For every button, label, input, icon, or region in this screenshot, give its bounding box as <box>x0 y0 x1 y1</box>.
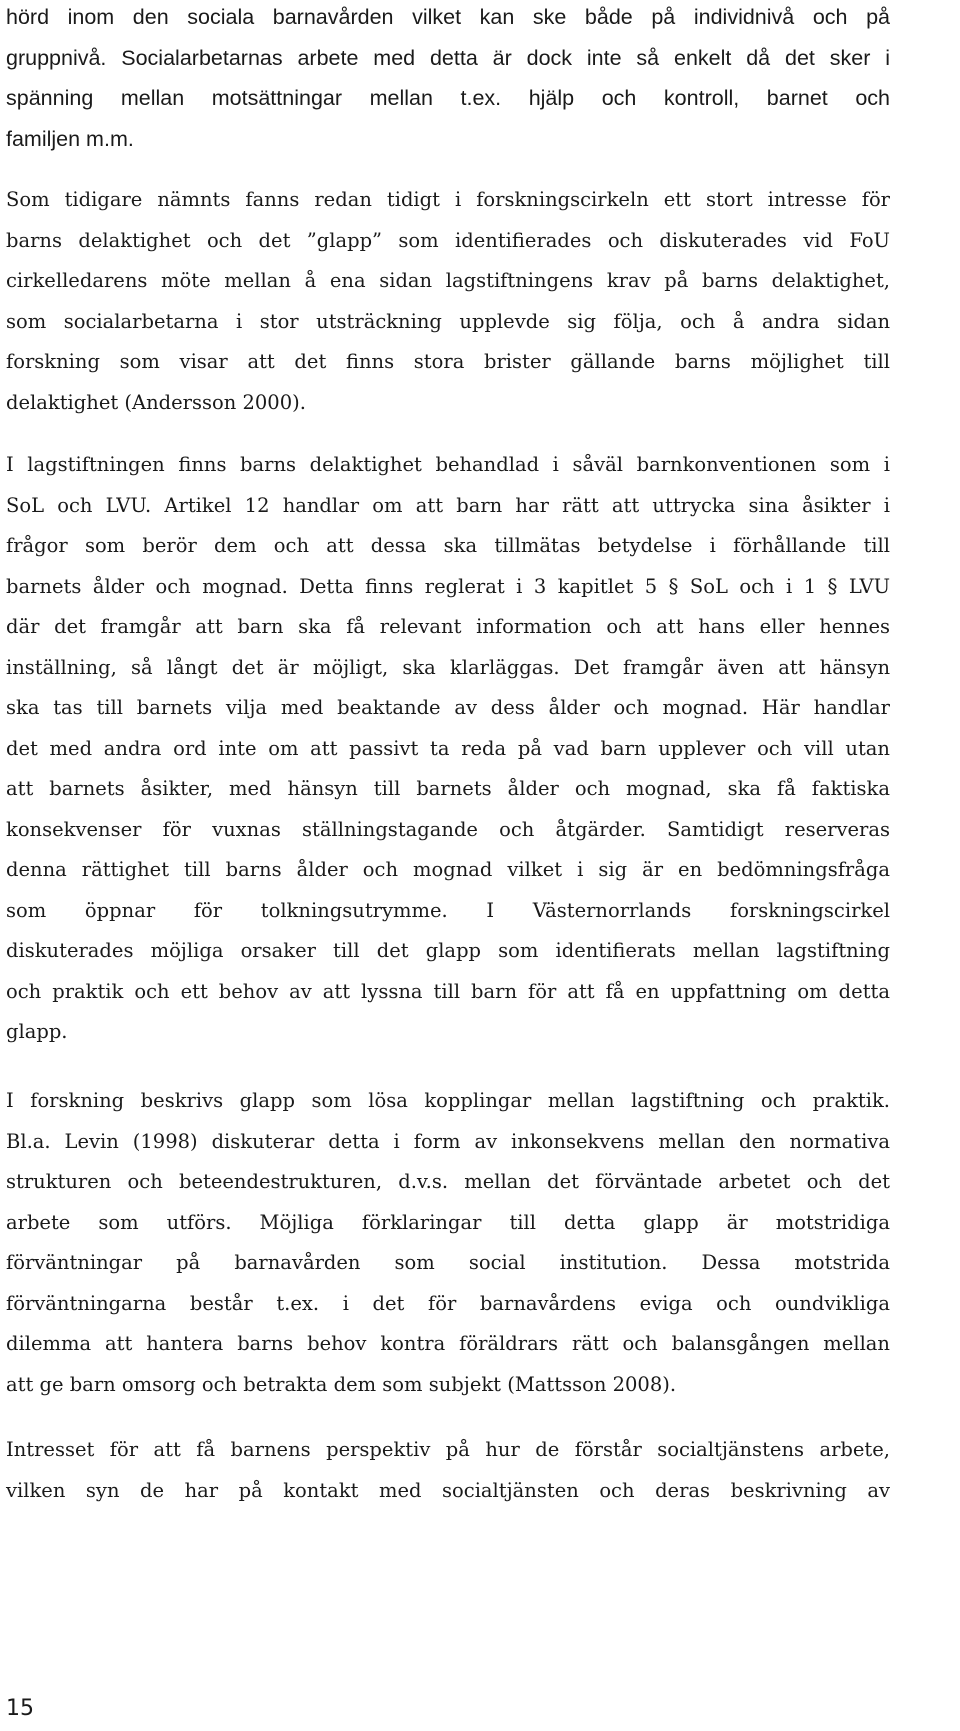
text-line: ska tas till barnets vilja med beaktande av dess ålder och mognad. Här handlar <box>6 696 890 719</box>
text-line: där det framgår att barn ska få relevant information och att hans eller hennes <box>6 615 890 638</box>
text-line: vilken syn de har på kontakt med socialtjänsten och deras beskrivning av <box>6 1478 890 1502</box>
text-line: hörd inom den sociala barnavården vilket kan ske både på individnivå och på <box>6 5 890 29</box>
text-line: som socialarbetarna i stor utsträckning upplevde sig följa, och å andra sidan <box>6 309 890 333</box>
text-line: glapp. <box>6 1020 68 1043</box>
text-line: att ge barn omsorg och betrakta dem som subjekt (Mattsson 2008). <box>6 1372 677 1396</box>
text-line: I forskning beskrivs glapp som lösa kopplingar mellan lagstiftning och praktik. <box>6 1089 890 1112</box>
text-line: dilemma att hantera barns behov kontra föräldrars rätt och balansgången mellan <box>6 1332 890 1355</box>
paragraph-5 <box>6 1430 890 1511</box>
text-line: cirkelledarens möte mellan å ena sidan lagstiftningens krav på barns delaktighet, <box>6 269 890 292</box>
text-line: gruppnivå. Socialarbetarnas arbete med detta är dock inte så enkelt då det sker i <box>6 45 890 70</box>
text-line: förväntningar på barnavården som social institution. Dessa motstrida <box>6 1251 890 1274</box>
text-line: inställning, så långt det är möjligt, ska klarläggas. Det framgår även att hänsyn <box>6 655 890 679</box>
text-line: arbete som utförs. Möjliga förklaringar till detta glapp är motstridiga <box>6 1210 890 1234</box>
text-line: familjen m.m. <box>6 126 134 151</box>
text-line: som öppnar för tolkningsutrymme. I Västernorrlands forskningscirkel <box>6 898 890 922</box>
text-line: förväntningarna består t.ex. i det för barnavårdens eviga och oundvikliga <box>6 1291 890 1315</box>
text-line: Som tidigare nämnts fanns redan tidigt i forskningscirkeln ett stort intresse för <box>6 188 890 211</box>
text-line: diskuterades möjliga orsaker till det glapp som identifierats mellan lagstiftning <box>6 939 890 962</box>
text-line: I lagstiftningen finns barns delaktighet behandlad i såväl barnkonventionen som i <box>6 453 890 476</box>
text-line: Bl.a. Levin (1998) diskuterar detta i form av inkonsekvens mellan den normativa <box>6 1129 890 1153</box>
text-line: att barnets åsikter, med hänsyn till barnets ålder och mognad, ska få faktiska <box>6 777 890 800</box>
paragraph-2 <box>6 180 890 423</box>
paragraph-1 <box>6 0 890 159</box>
text-line: barnets ålder och mognad. Detta finns reglerat i 3 kapitlet 5 § SoL och i 1 § LVU <box>6 574 890 598</box>
text-line: spänning mellan motsättningar mellan t.ex. hjälp och kontroll, barnet och <box>6 86 890 110</box>
text-line: det med andra ord inte om att passivt ta reda på vad barn upplever och vill utan <box>6 736 890 760</box>
text-line: konsekvenser för vuxnas ställningstagande och åtgärder. Samtidigt reserveras <box>6 817 890 841</box>
text-line: frågor som berör dem och att dessa ska tillmätas betydelse i förhållande till <box>6 534 890 557</box>
paragraph-4 <box>6 1081 890 1405</box>
page-number: 15 <box>6 1696 34 1721</box>
text-line: barns delaktighet och det ”glapp” som identifierades och diskuterades vid FoU <box>6 228 890 252</box>
text-line: delaktighet (Andersson 2000). <box>6 390 306 414</box>
text-line: och praktik och ett behov av att lyssna till barn för att få en uppfattning om detta <box>6 979 890 1003</box>
text-line: forskning som visar att det finns stora brister gällande barns möjlighet till <box>6 350 890 373</box>
text-line: SoL och LVU. Artikel 12 handlar om att barn har rätt att uttrycka sina åsikter i <box>6 493 890 517</box>
paragraph-3 <box>6 445 890 1053</box>
text-line: denna rättighet till barns ålder och mognad vilket i sig är en bedömningsfråga <box>6 858 890 881</box>
text-line: strukturen och beteendestrukturen, d.v.s. mellan det förväntade arbetet och det <box>6 1170 890 1193</box>
text-line: Intresset för att få barnens perspektiv på hur de förstår socialtjänstens arbete, <box>6 1438 890 1461</box>
